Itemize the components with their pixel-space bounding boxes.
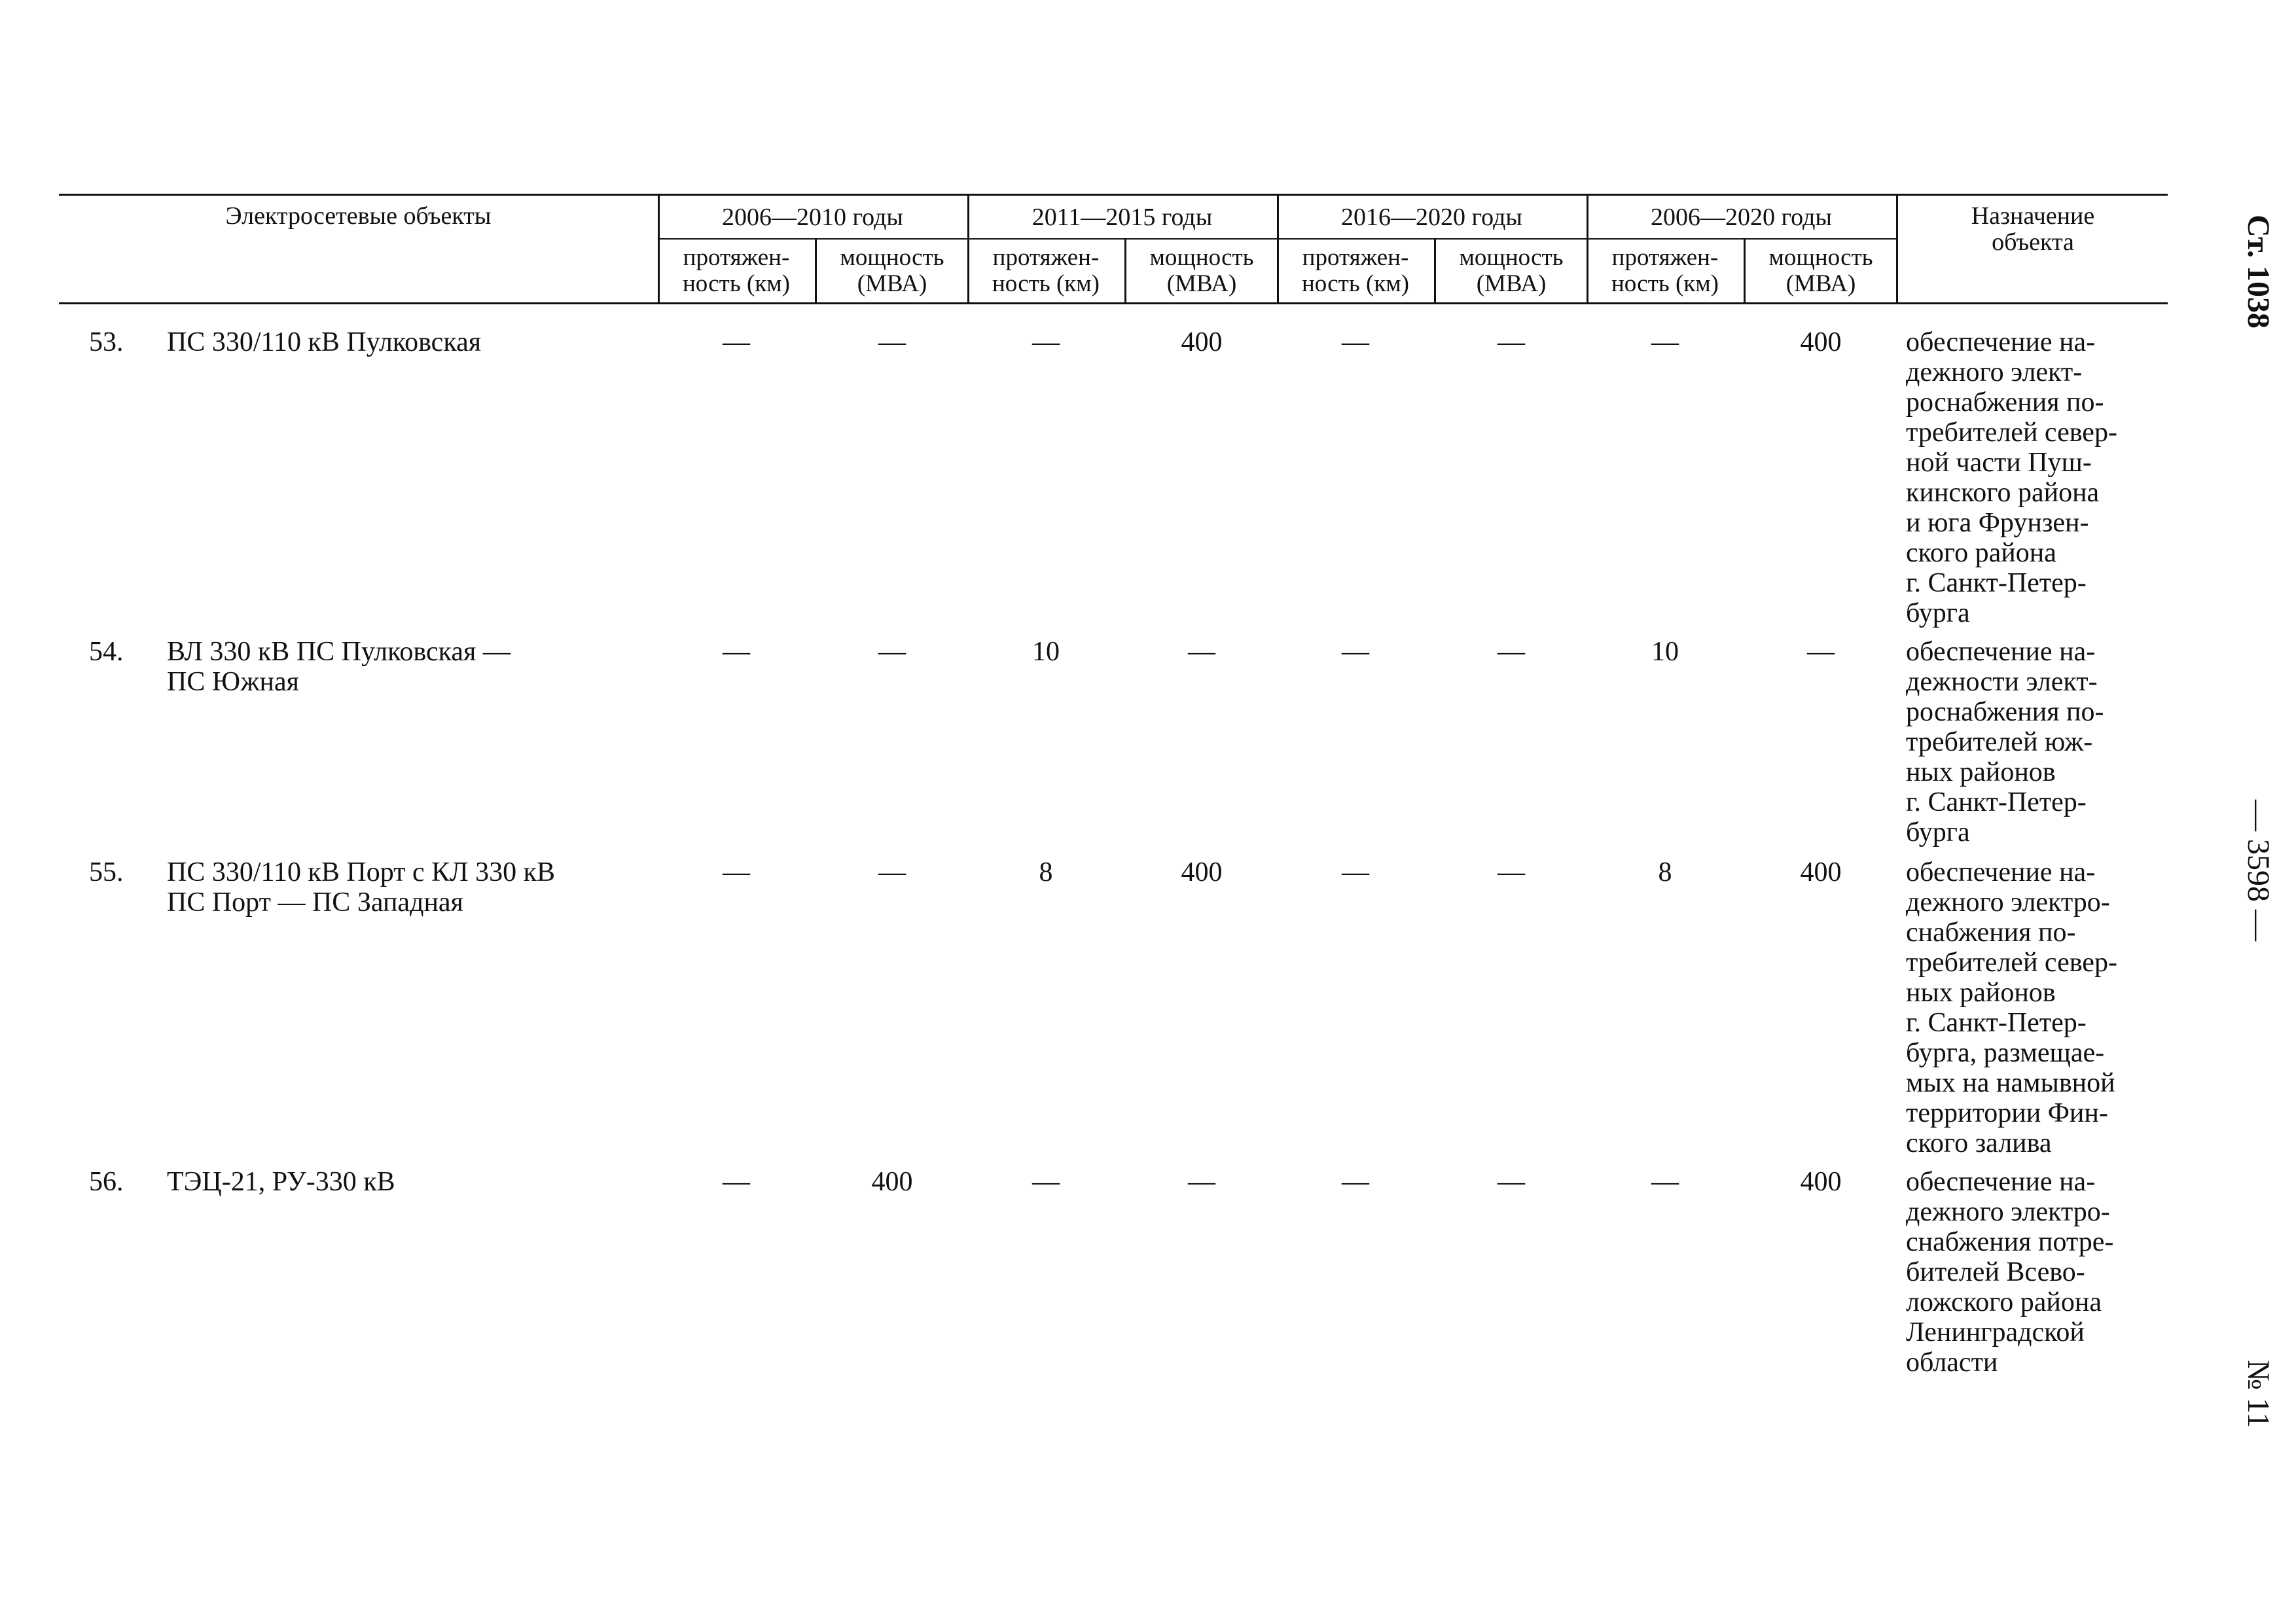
header-objects: Электросетевые объекты — [225, 202, 492, 230]
value-cell: — — [1342, 1167, 1369, 1197]
purpose-line: роснабжения по- — [1906, 697, 2104, 727]
object-name-line: ПС 330/110 кВ Порт с КЛ 330 кВ — [167, 857, 556, 887]
value-cell: — — [1188, 1167, 1215, 1197]
header-sub-length-line2: ность (км) — [683, 270, 790, 297]
header-sub-length-line2: ность (км) — [1302, 270, 1409, 297]
header-sub-power — [817, 245, 967, 297]
value-cell: — — [878, 857, 906, 887]
header-period-2006-2020: 2006—2020 годы — [1651, 204, 1832, 231]
value-cell: — — [1498, 857, 1525, 887]
object-name-line: ПС Порт — ПС Западная — [167, 887, 463, 918]
header-sub-power-line1: мощность — [1149, 244, 1254, 271]
purpose-text — [1906, 637, 2155, 847]
purpose-line: г. Санкт-Петер- — [1906, 568, 2087, 598]
purpose-line: дежности элект- — [1906, 667, 2098, 697]
purpose-text — [1906, 1167, 2155, 1378]
header-purpose-line1: Назначение — [1971, 202, 2095, 230]
row-number: 56. — [89, 1167, 124, 1197]
purpose-line: обеспечение на- — [1906, 1167, 2096, 1197]
header-period-2011-2015: 2011—2015 годы — [1031, 204, 1213, 231]
object-name-line: ПС Южная — [167, 667, 299, 697]
value-cell: 400 — [1800, 327, 1842, 357]
value-cell: — — [1032, 327, 1060, 357]
header-sub-length — [1277, 245, 1434, 297]
value-cell: — — [1498, 327, 1525, 357]
purpose-line: г. Санкт-Петер- — [1906, 787, 2087, 817]
purpose-line: бурга — [1906, 598, 1970, 628]
header-sub-power — [1746, 245, 1896, 297]
issue-number: № 11 — [2241, 1359, 2276, 1428]
purpose-line: роснабжения по- — [1906, 387, 2104, 418]
page-number: — 3598 — — [2241, 800, 2276, 941]
header-sub-length — [1587, 245, 1744, 297]
value-cell: — — [723, 857, 750, 887]
value-cell: 10 — [1032, 637, 1060, 667]
purpose-line: требителей север- — [1906, 948, 2117, 978]
purpose-line: г. Санкт-Петер- — [1906, 1008, 2087, 1038]
purpose-line: дежного элект- — [1906, 357, 2083, 387]
row-number: 53. — [89, 327, 124, 357]
value-cell: — — [1342, 327, 1369, 357]
purpose-line: требителей юж- — [1906, 727, 2093, 757]
value-cell: 400 — [1181, 857, 1223, 887]
header-sub-power-line2: (МВА) — [1166, 270, 1237, 297]
period-header-rule — [658, 238, 1898, 240]
purpose-text — [1906, 327, 2155, 628]
purpose-line: требителей север- — [1906, 418, 2117, 448]
value-cell: — — [1188, 637, 1215, 667]
header-sub-length-line1: протяжен- — [1302, 244, 1409, 271]
header-period-2006-2010: 2006—2010 годы — [722, 204, 903, 231]
purpose-line: обеспечение на- — [1906, 327, 2096, 357]
value-cell: 400 — [1181, 327, 1223, 357]
purpose-line: кинского района — [1906, 478, 2100, 508]
value-cell: 400 — [1800, 857, 1842, 887]
purpose-line: ных районов — [1906, 757, 2056, 787]
purpose-line: бурга — [1906, 817, 1970, 847]
purpose-line: обеспечение на- — [1906, 637, 2096, 667]
purpose-line: снабжения потре- — [1906, 1227, 2114, 1257]
value-cell: — — [1651, 327, 1679, 357]
purpose-line: ной части Пуш- — [1906, 448, 2092, 478]
object-name-line: ТЭЦ-21, РУ-330 кВ — [167, 1167, 395, 1197]
value-cell: — — [1807, 637, 1835, 667]
header-sub-power-line2: (МВА) — [857, 270, 927, 297]
header-sub-power — [1436, 245, 1587, 297]
purpose-line: области — [1906, 1347, 1998, 1378]
header-sub-length-line1: протяжен- — [1611, 244, 1719, 271]
header-sub-power — [1126, 245, 1277, 297]
object-name — [167, 637, 655, 697]
page-reference: Ст. 1038 — [2241, 215, 2276, 329]
purpose-line: мых на намывной — [1906, 1068, 2115, 1098]
header-sub-length-line2: ность (км) — [992, 270, 1100, 297]
value-cell: 400 — [871, 1167, 913, 1197]
purpose-line: и юга Фрунзен- — [1906, 508, 2089, 538]
header-sub-length-line2: ность (км) — [1611, 270, 1719, 297]
object-name — [167, 1167, 655, 1197]
value-cell: — — [1342, 857, 1369, 887]
purpose-line: ского района — [1906, 538, 2056, 568]
value-cell: — — [723, 327, 750, 357]
value-cell: 10 — [1651, 637, 1679, 667]
object-name-line: ПС 330/110 кВ Пулковская — [167, 327, 482, 357]
row-number: 54. — [89, 637, 124, 667]
header-sub-power-line1: мощность — [840, 244, 944, 271]
header-sub-power-line1: мощность — [1768, 244, 1873, 271]
header-period-2016-2020: 2016—2020 годы — [1341, 204, 1522, 231]
header-purpose-line2: объекта — [1992, 228, 2074, 256]
header-sub-power-line2: (МВА) — [1476, 270, 1547, 297]
value-cell: — — [1498, 637, 1525, 667]
header-sub-length — [658, 245, 815, 297]
purpose-line: дежного электро- — [1906, 887, 2110, 918]
table-top-rule — [59, 194, 2168, 196]
header-sub-length-line1: протяжен- — [683, 244, 790, 271]
header-purpose — [1898, 203, 2168, 255]
value-cell: — — [723, 637, 750, 667]
row-number: 55. — [89, 857, 124, 887]
value-cell: — — [1342, 637, 1369, 667]
purpose-line: Ленинградской — [1906, 1317, 2085, 1347]
purpose-line: дежного электро- — [1906, 1197, 2110, 1227]
purpose-line: обеспечение на- — [1906, 857, 2096, 887]
table-header-bottom-rule — [59, 302, 2168, 304]
object-name-line: ВЛ 330 кВ ПС Пулковская — — [167, 637, 511, 667]
header-sub-length-line1: протяжен- — [992, 244, 1100, 271]
purpose-text — [1906, 857, 2155, 1158]
value-cell: — — [1032, 1167, 1060, 1197]
value-cell: — — [723, 1167, 750, 1197]
header-sub-length — [967, 245, 1124, 297]
purpose-line: ных районов — [1906, 978, 2056, 1008]
object-name — [167, 857, 655, 918]
object-name — [167, 327, 655, 357]
value-cell: — — [1498, 1167, 1525, 1197]
value-cell: — — [878, 637, 906, 667]
purpose-line: бурга, размещае- — [1906, 1038, 2105, 1068]
purpose-line: территории Фин- — [1906, 1098, 2108, 1128]
value-cell: 8 — [1039, 857, 1053, 887]
header-sub-power-line1: мощность — [1459, 244, 1564, 271]
purpose-line: бителей Всево- — [1906, 1257, 2085, 1287]
value-cell: — — [1651, 1167, 1679, 1197]
value-cell: 8 — [1658, 857, 1672, 887]
purpose-line: снабжения по- — [1906, 918, 2076, 948]
value-cell: 400 — [1800, 1167, 1842, 1197]
value-cell: — — [878, 327, 906, 357]
purpose-line: ложского района — [1906, 1287, 2102, 1317]
purpose-line: ского залива — [1906, 1128, 2052, 1158]
header-sub-power-line2: (МВА) — [1785, 270, 1856, 297]
